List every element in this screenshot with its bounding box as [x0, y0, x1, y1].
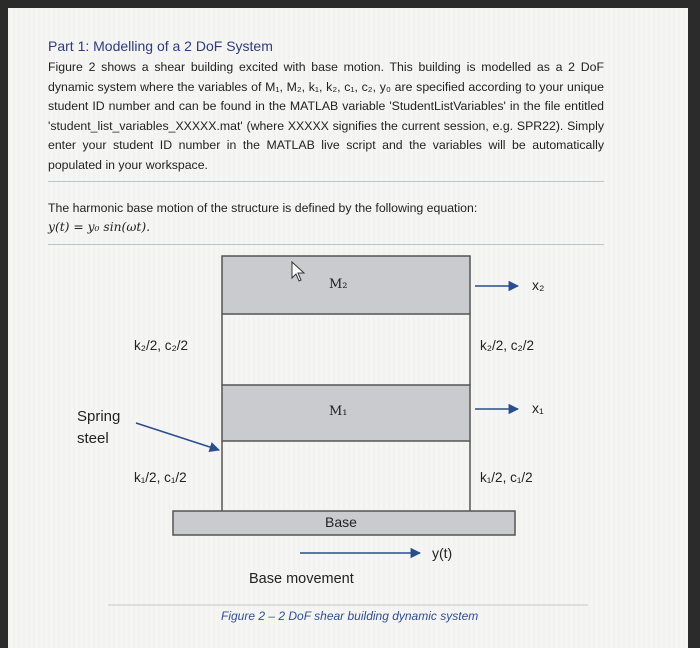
stiffness-upper-right-label: k₂/2, c₂/2: [480, 338, 534, 353]
document-page: [8, 8, 688, 648]
x2-label: x₂: [532, 277, 545, 293]
section-heading: Part 1: Modelling of a 2 DoF System: [48, 38, 273, 54]
base-movement-label: Base movement: [249, 571, 354, 587]
mass-m1-label: M₁: [329, 404, 348, 419]
base-label: Base: [325, 514, 357, 530]
spring-steel-line-2: steel: [77, 430, 109, 447]
x1-label: x₁: [532, 400, 544, 416]
figure-caption: Figure 2 – 2 DoF shear building dynamic system: [221, 609, 479, 623]
stiffness-lower-left-label: k₁/2, c₁/2: [134, 470, 187, 485]
paragraph-description: Figure 2 shows a shear building excited with base motion. This building is modelled as a 2 DoF dynamic system where the variables of M₁, M₂, k₁, k₂, c₁, c₂, y₀ are specified according to your unique student ID number and can be found in the MATLAB variable 'StudentListVariables' in the file entitled 'student_list_variables_XXXXX.mat' (where XXXXX signifies the current session, e.g. SPR22). Simply enter your student ID number in the MATLAB live script and the variables will be automatically populated in your workspace.: [48, 60, 604, 172]
spring-steel-pointer: [136, 423, 219, 450]
stiffness-lower-right-label: k₁/2, c₁/2: [480, 470, 533, 485]
spring-steel-label: [77, 406, 120, 450]
base-displacement-label: y(t): [432, 545, 453, 561]
shear-building-figure: [8, 8, 688, 648]
spring-steel-line-1: Spring: [77, 408, 121, 425]
stiffness-upper-left-label: k₂/2, c₂/2: [134, 338, 188, 353]
mass-m2-label: M₂: [329, 277, 348, 292]
base-motion-equation: y(t) = y₀ sin(ωt).: [48, 220, 151, 234]
base-motion-text: The harmonic base motion of the structure is defined by the following equation:: [48, 201, 478, 215]
